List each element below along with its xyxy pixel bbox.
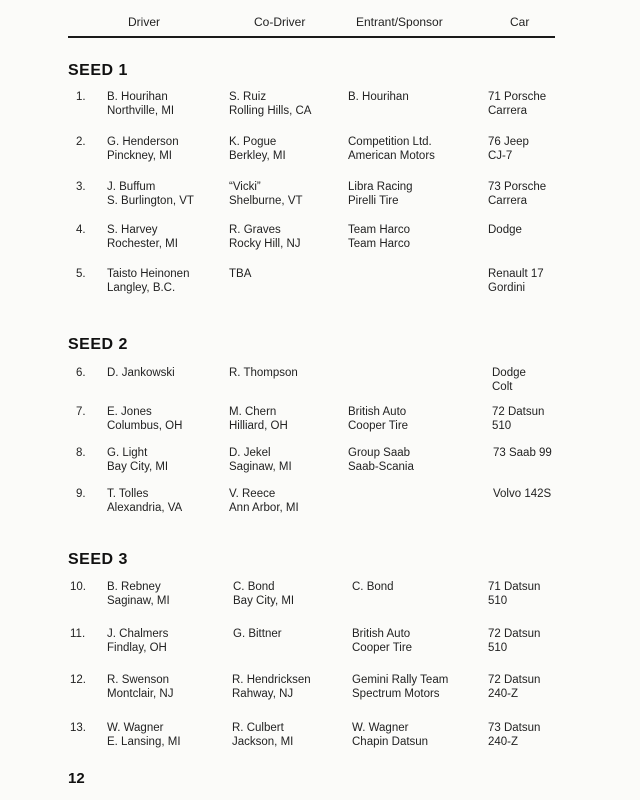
entrant-cell-line: British Auto bbox=[352, 628, 411, 640]
driver-cell bbox=[107, 223, 178, 251]
seed-3-heading: SEED 3 bbox=[68, 551, 128, 568]
seed-2-heading: SEED 2 bbox=[68, 336, 128, 353]
driver-cell-line: Columbus, OH bbox=[107, 420, 183, 432]
car-cell bbox=[488, 721, 540, 749]
driver-cell-line: R. Swenson bbox=[107, 674, 170, 686]
driver-cell bbox=[107, 673, 173, 701]
driver-cell-line: Saginaw, MI bbox=[107, 595, 170, 607]
car-cell-line: 72 Datsun bbox=[488, 628, 541, 640]
car-cell-line: 76 Jeep bbox=[488, 136, 529, 148]
entry-row bbox=[0, 180, 640, 220]
co-driver-cell-line: R. Hendricksen bbox=[232, 674, 311, 686]
car-cell bbox=[492, 366, 526, 394]
driver-cell bbox=[107, 487, 182, 515]
co-driver-cell-line: Rolling Hills, CA bbox=[229, 105, 312, 117]
driver-cell-line: S. Harvey bbox=[107, 224, 158, 236]
entry-number: 1. bbox=[76, 91, 86, 103]
car-cell bbox=[493, 487, 551, 501]
co-driver-cell-line: Hilliard, OH bbox=[229, 420, 288, 432]
entry-row bbox=[0, 366, 640, 406]
car-cell bbox=[493, 446, 552, 460]
entrant-cell-line: American Motors bbox=[348, 150, 435, 162]
entrant-cell-line: Gemini Rally Team bbox=[352, 674, 449, 686]
car-cell bbox=[488, 627, 540, 655]
header-driver: Driver bbox=[128, 15, 160, 29]
driver-cell-line: Langley, B.C. bbox=[107, 282, 176, 294]
driver-cell bbox=[107, 90, 174, 118]
entry-number: 5. bbox=[76, 268, 86, 280]
driver-cell-line: E. Jones bbox=[107, 406, 152, 418]
car-cell bbox=[488, 135, 529, 163]
driver-cell-line: Montclair, NJ bbox=[107, 688, 174, 700]
co-driver-cell-line: Saginaw, MI bbox=[229, 461, 292, 473]
car-cell-line: Carrera bbox=[488, 195, 527, 207]
co-driver-cell-line: G. Bittner bbox=[233, 628, 282, 640]
entrant-cell-line: Team Harco bbox=[348, 224, 410, 236]
entry-number: 2. bbox=[76, 136, 86, 148]
driver-cell-line: J. Buffum bbox=[107, 181, 156, 193]
driver-cell bbox=[107, 721, 181, 749]
driver-cell-line: S. Burlington, VT bbox=[107, 195, 194, 207]
car-cell-line: 73 Porsche bbox=[488, 181, 547, 193]
co-driver-cell-line: D. Jekel bbox=[229, 447, 271, 459]
entry-row bbox=[0, 580, 640, 620]
car-cell bbox=[488, 673, 540, 701]
co-driver-cell-line: R. Thompson bbox=[229, 367, 298, 379]
car-cell-line: 72 Datsun bbox=[488, 674, 541, 686]
co-driver-cell-line: Rahway, NJ bbox=[232, 688, 294, 700]
header-rule bbox=[68, 36, 555, 38]
co-driver-cell bbox=[229, 223, 301, 251]
entry-row bbox=[0, 487, 640, 527]
entrant-cell-line: Pirelli Tire bbox=[348, 195, 399, 207]
entry-number: 10. bbox=[70, 581, 86, 593]
driver-cell-line: Northville, MI bbox=[107, 105, 175, 117]
entrant-cell-line: Competition Ltd. bbox=[348, 136, 432, 148]
co-driver-cell bbox=[229, 405, 288, 433]
entrant-cell-line: Team Harco bbox=[348, 238, 410, 250]
co-driver-cell-line: S. Ruiz bbox=[229, 91, 267, 103]
entrant-cell-line: Group Saab bbox=[348, 447, 411, 459]
car-cell-line: 510 bbox=[492, 420, 512, 432]
car-cell-line: 71 Porsche bbox=[488, 91, 547, 103]
header-co-driver: Co-Driver bbox=[254, 15, 306, 29]
entry-number: 11. bbox=[70, 628, 86, 640]
car-cell bbox=[488, 223, 522, 237]
entrant-cell-line: Chapin Datsun bbox=[352, 736, 429, 748]
driver-cell bbox=[107, 366, 175, 380]
driver-cell bbox=[107, 580, 170, 608]
entry-number: 4. bbox=[76, 224, 86, 236]
entry-number: 9. bbox=[76, 488, 86, 500]
driver-cell-line: Rochester, MI bbox=[107, 238, 178, 250]
car-cell-line: Dodge bbox=[488, 224, 522, 236]
entrant-cell bbox=[348, 90, 409, 104]
entry-row bbox=[0, 673, 640, 713]
entry-number: 7. bbox=[76, 406, 86, 418]
entrant-cell-line: B. Hourihan bbox=[348, 91, 409, 103]
entrant-cell-line: C. Bond bbox=[352, 581, 394, 593]
entrant-cell bbox=[348, 180, 413, 208]
co-driver-cell-line: M. Chern bbox=[229, 406, 277, 418]
car-cell-line: Renault 17 bbox=[488, 268, 544, 280]
header-entrant-sponsor: Entrant/Sponsor bbox=[356, 15, 443, 29]
co-driver-cell-line: V. Reece bbox=[229, 488, 276, 500]
driver-cell-line: Bay City, MI bbox=[107, 461, 169, 473]
car-cell-line: 240-Z bbox=[488, 736, 519, 748]
car-cell bbox=[488, 267, 544, 295]
entrant-cell bbox=[352, 673, 448, 701]
car-cell-line: 73 Datsun bbox=[488, 722, 541, 734]
driver-cell-line: E. Lansing, MI bbox=[107, 736, 181, 748]
entrant-cell bbox=[348, 135, 435, 163]
driver-cell-line: G. Light bbox=[107, 447, 148, 459]
page-number: 12 bbox=[68, 770, 85, 787]
car-cell-line: 73 Saab 99 bbox=[493, 447, 552, 459]
car-cell-line: Dodge bbox=[492, 367, 526, 379]
car-cell bbox=[492, 405, 544, 433]
car-cell-line: Carrera bbox=[488, 105, 527, 117]
entrant-cell bbox=[348, 223, 410, 251]
entry-row bbox=[0, 721, 640, 761]
entry-row bbox=[0, 446, 640, 486]
entry-row bbox=[0, 135, 640, 175]
driver-cell-line: W. Wagner bbox=[107, 722, 164, 734]
entry-number: 3. bbox=[76, 181, 86, 193]
entrant-cell bbox=[348, 405, 408, 433]
co-driver-cell-line: K. Pogue bbox=[229, 136, 277, 148]
entrant-cell-line: Saab-Scania bbox=[348, 461, 414, 473]
co-driver-cell-line: “Vicki” bbox=[229, 181, 261, 193]
driver-cell bbox=[107, 135, 179, 163]
co-driver-cell-line: Ann Arbor, MI bbox=[229, 502, 299, 514]
car-cell-line: Gordini bbox=[488, 282, 526, 294]
driver-cell bbox=[107, 267, 189, 295]
entry-row bbox=[0, 223, 640, 263]
entrant-cell bbox=[352, 580, 394, 594]
seed-1-heading: SEED 1 bbox=[68, 62, 128, 79]
entry-number: 13. bbox=[70, 722, 86, 734]
entry-row bbox=[0, 90, 640, 130]
driver-cell-line: Findlay, OH bbox=[107, 642, 167, 654]
entrant-cell-line: Cooper Tire bbox=[352, 642, 413, 654]
car-cell-line: CJ-7 bbox=[488, 150, 513, 162]
driver-cell-line: T. Tolles bbox=[107, 488, 149, 500]
driver-cell-line: Taisto Heinonen bbox=[107, 268, 190, 280]
co-driver-cell bbox=[233, 627, 282, 641]
co-driver-cell-line: Bay City, MI bbox=[233, 595, 295, 607]
car-cell-line: 240-Z bbox=[488, 688, 519, 700]
car-cell-line: Volvo 142S bbox=[493, 488, 552, 500]
entry-row bbox=[0, 627, 640, 667]
co-driver-cell-line: Rocky Hill, NJ bbox=[229, 238, 301, 250]
driver-cell bbox=[107, 180, 194, 208]
entrant-cell-line: British Auto bbox=[348, 406, 407, 418]
header-car: Car bbox=[510, 15, 530, 29]
co-driver-cell-line: Shelburne, VT bbox=[229, 195, 303, 207]
driver-cell-line: B. Hourihan bbox=[107, 91, 168, 103]
entrant-cell bbox=[348, 446, 414, 474]
car-cell-line: 510 bbox=[488, 642, 508, 654]
co-driver-cell-line: Jackson, MI bbox=[232, 736, 294, 748]
car-cell-line: Colt bbox=[492, 381, 513, 393]
co-driver-cell bbox=[229, 487, 299, 515]
entry-number: 12. bbox=[70, 674, 86, 686]
driver-cell bbox=[107, 627, 168, 655]
co-driver-cell bbox=[229, 446, 292, 474]
driver-cell-line: G. Henderson bbox=[107, 136, 179, 148]
car-cell-line: 72 Datsun bbox=[492, 406, 545, 418]
entry-row bbox=[0, 405, 640, 445]
entrant-cell bbox=[352, 627, 412, 655]
entrant-cell-line: W. Wagner bbox=[352, 722, 409, 734]
car-cell-line: 510 bbox=[488, 595, 508, 607]
entry-row bbox=[0, 267, 640, 307]
car-cell bbox=[488, 580, 540, 608]
co-driver-cell-line: Berkley, MI bbox=[229, 150, 286, 162]
car-cell-line: 71 Datsun bbox=[488, 581, 541, 593]
co-driver-cell bbox=[229, 180, 303, 208]
co-driver-cell-line: R. Culbert bbox=[232, 722, 284, 734]
driver-cell-line: Pinckney, MI bbox=[107, 150, 172, 162]
co-driver-cell bbox=[232, 721, 293, 749]
co-driver-cell bbox=[229, 90, 311, 118]
co-driver-cell bbox=[233, 580, 294, 608]
co-driver-cell-line: C. Bond bbox=[233, 581, 275, 593]
entrant-cell-line: Cooper Tire bbox=[348, 420, 409, 432]
driver-cell-line: Alexandria, VA bbox=[107, 502, 183, 514]
entry-number: 8. bbox=[76, 447, 86, 459]
entrant-cell bbox=[352, 721, 428, 749]
entrant-cell-line: Libra Racing bbox=[348, 181, 413, 193]
driver-cell bbox=[107, 446, 168, 474]
co-driver-cell-line: TBA bbox=[229, 268, 252, 280]
car-cell bbox=[488, 180, 546, 208]
driver-cell-line: B. Rebney bbox=[107, 581, 161, 593]
co-driver-cell bbox=[229, 366, 298, 380]
entry-number: 6. bbox=[76, 367, 86, 379]
co-driver-cell-line: R. Graves bbox=[229, 224, 281, 236]
driver-cell bbox=[107, 405, 182, 433]
car-cell bbox=[488, 90, 546, 118]
driver-cell-line: D. Jankowski bbox=[107, 367, 175, 379]
co-driver-cell bbox=[229, 267, 251, 281]
co-driver-cell bbox=[232, 673, 311, 701]
co-driver-cell bbox=[229, 135, 286, 163]
driver-cell-line: J. Chalmers bbox=[107, 628, 169, 640]
entrant-cell-line: Spectrum Motors bbox=[352, 688, 440, 700]
